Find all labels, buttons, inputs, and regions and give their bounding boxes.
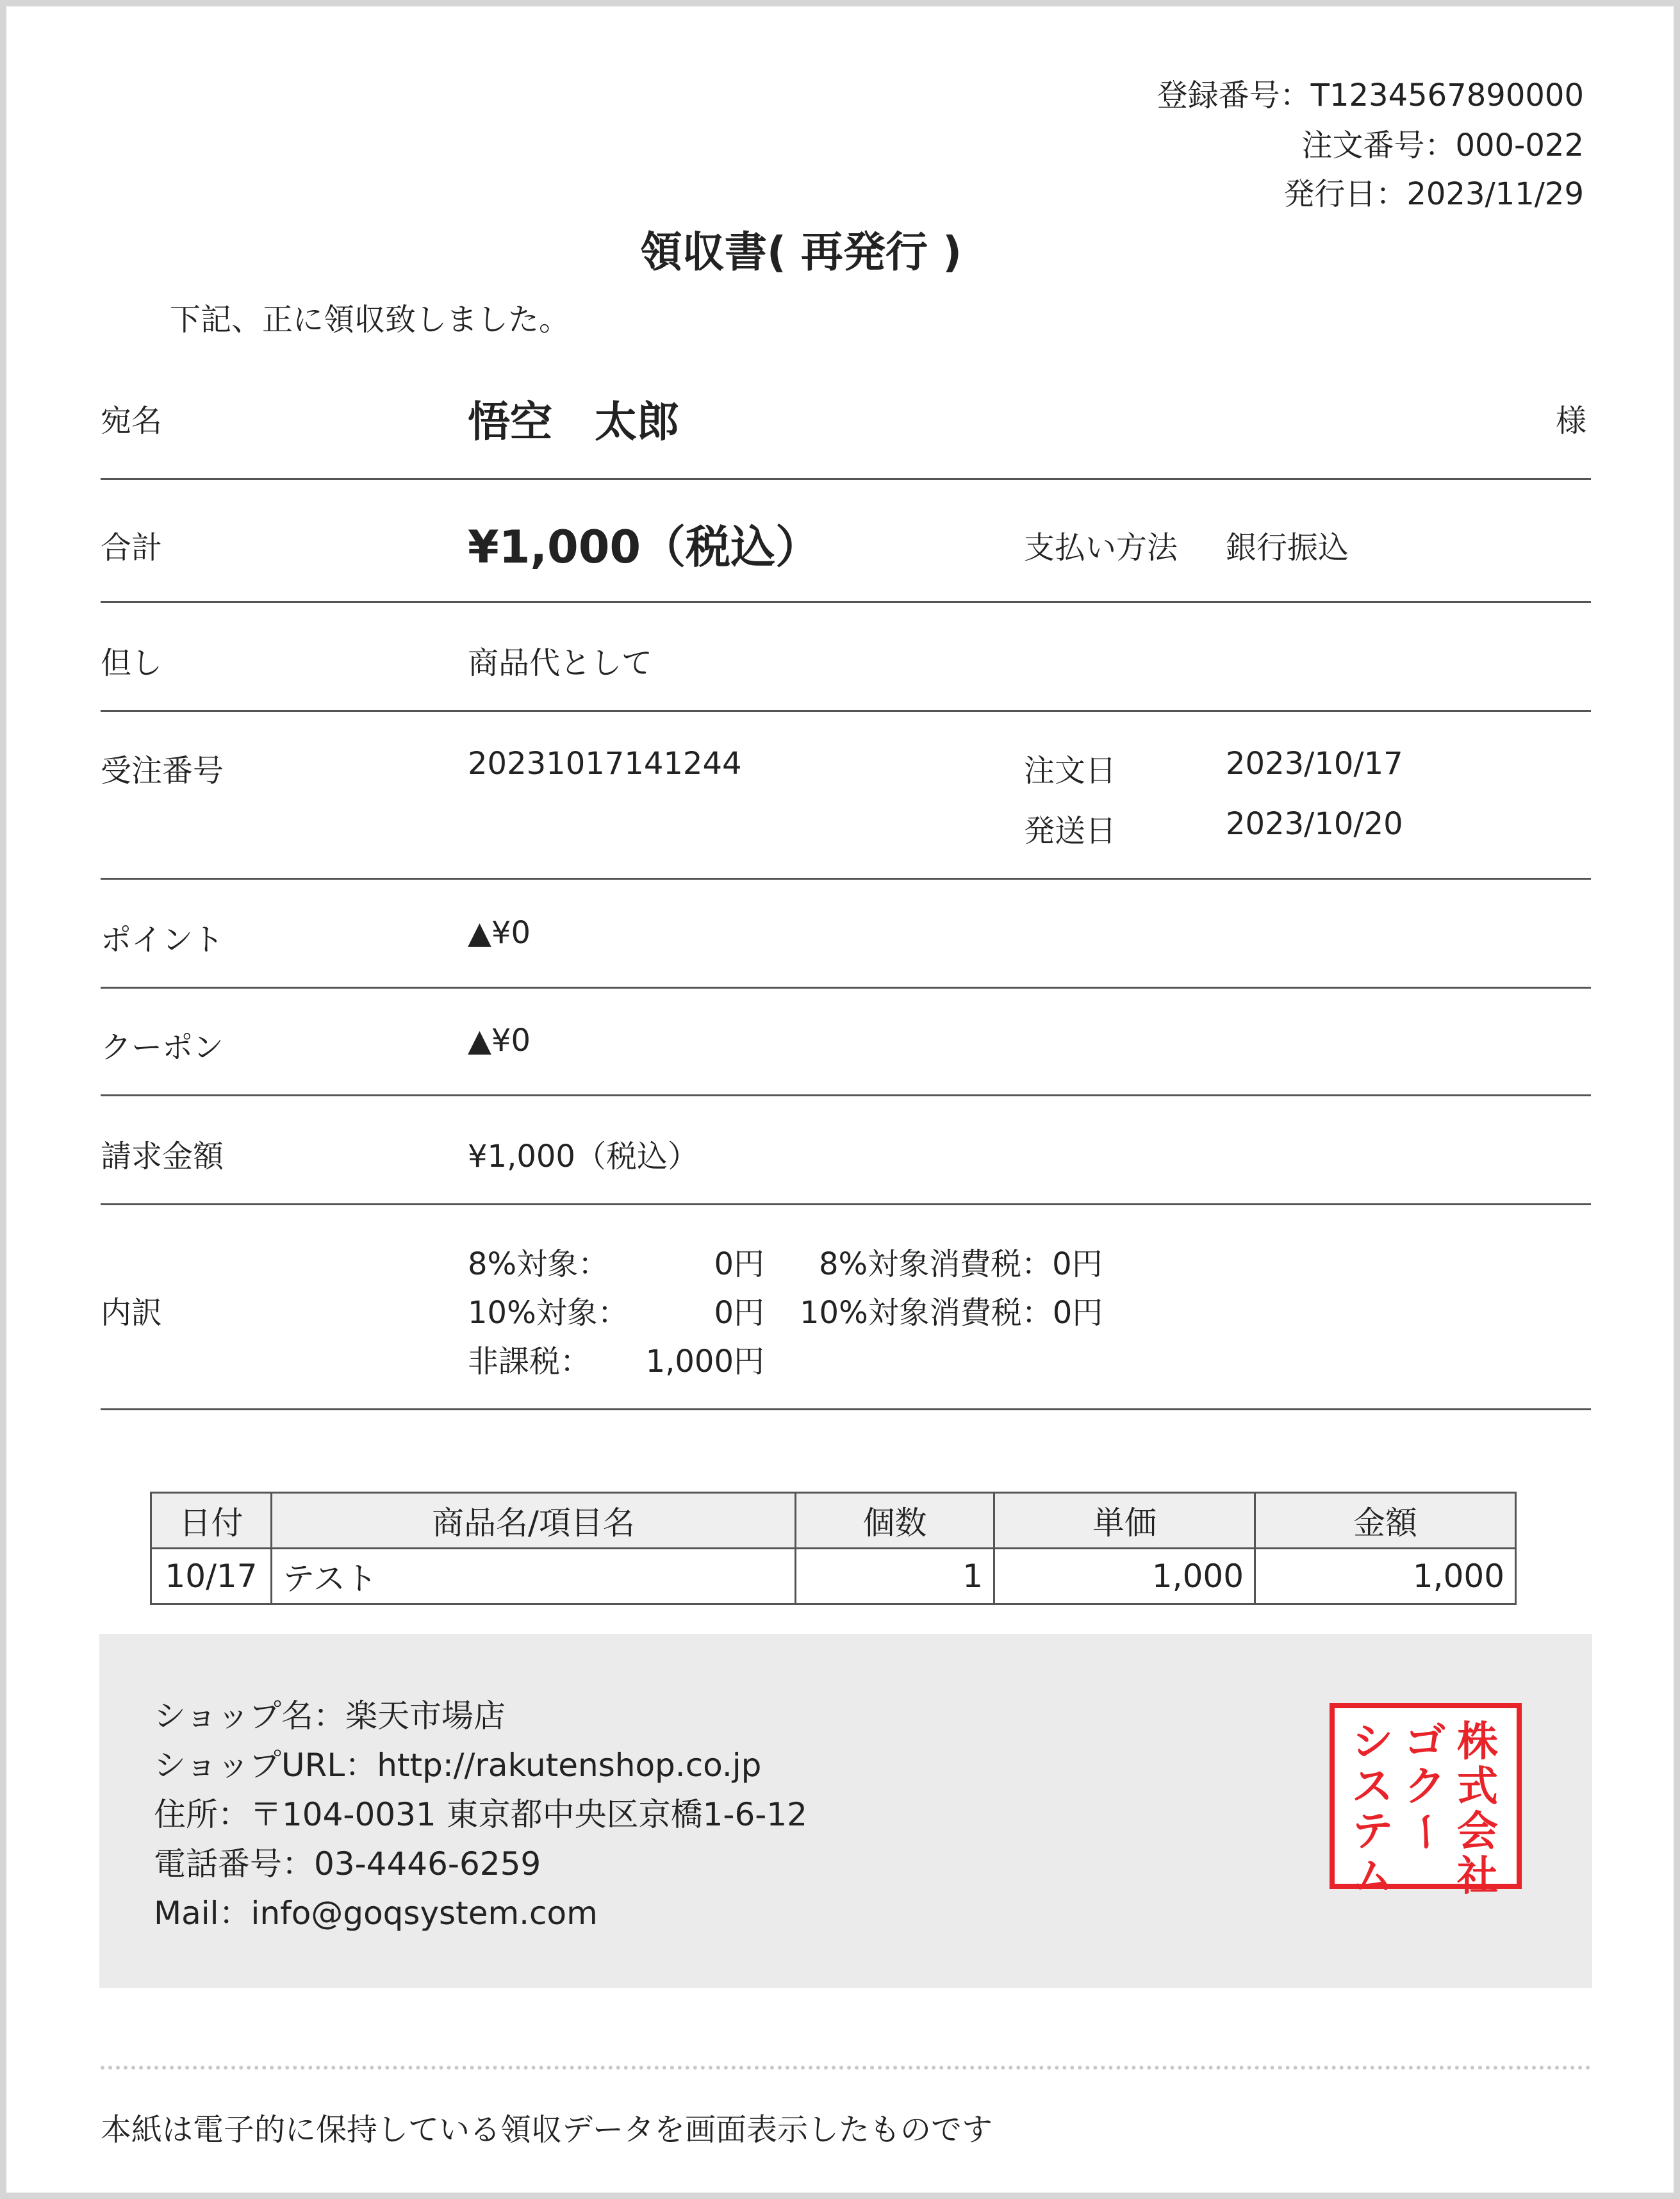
registration-number: 登録番号：T1234567890000 (1157, 78, 1584, 113)
proviso-value: 商品代として (468, 645, 653, 681)
billing-label: 請求金額 (101, 1139, 224, 1174)
payment-method-label: 支払い方法 (1024, 530, 1178, 566)
shop-name: ショップ名：楽天市場店 (154, 1697, 506, 1734)
order-number: 注文番号：000-022 (1301, 128, 1584, 163)
dotted-divider (101, 2066, 1591, 2070)
company-seal-stamp (1330, 1703, 1522, 1900)
points-value: ▲¥0 (468, 915, 531, 951)
ship-date-value: 2023/10/20 (1226, 806, 1403, 842)
table-row (151, 1549, 1516, 1604)
divider (101, 601, 1591, 603)
cell-unit-price: 1,000 (994, 1549, 1255, 1604)
page-title: 領収書( 再発行 ) (639, 227, 962, 277)
honorific: 様 (1556, 403, 1587, 439)
points-label: ポイント (101, 922, 224, 958)
shop-info-box (99, 1634, 1592, 1988)
rate10-tax: 10%対象消費税：0円 (800, 1295, 1103, 1331)
ship-date-label: 発送日 (1024, 813, 1117, 849)
received-text: 下記、正に領収致しました。 (170, 302, 570, 338)
rate8-tax: 8%対象消費税：0円 (819, 1246, 1103, 1282)
items-table (150, 1492, 1517, 1605)
divider (101, 710, 1591, 712)
shop-address: 住所：〒104-0031 東京都中央区京橋1-6-12 (154, 1796, 807, 1833)
shop-url: ショップURL：http://rakutenshop.co.jp (154, 1747, 762, 1784)
shop-phone: 電話番号：03-4446-6259 (154, 1845, 541, 1882)
divider (101, 1203, 1591, 1205)
proviso-label: 但し (101, 645, 163, 681)
shop-mail: Mail：info@goqsystem.com (154, 1895, 598, 1932)
header-item: 商品名/項目名 (272, 1493, 796, 1549)
total-label: 合計 (101, 530, 163, 566)
divider (101, 1094, 1591, 1096)
total-amount: ¥1,000（税込） (468, 521, 821, 573)
recipient-name: 悟空 太郎 (468, 397, 679, 447)
rate10-label: 10%対象： (468, 1295, 629, 1331)
divider (101, 878, 1591, 880)
rate8-value: 0円 (714, 1246, 764, 1282)
cell-item: テスト (272, 1549, 796, 1604)
header-unit-price: 単価 (994, 1493, 1255, 1549)
divider (101, 987, 1591, 989)
stamp-text-company-type: 株 式 会 社 (1457, 1718, 1498, 1900)
nontax-value: 1,000円 (645, 1344, 764, 1380)
divider (101, 478, 1591, 480)
stamp-text-name: ゴ ク ー (1401, 1718, 1449, 1852)
table-header-row (151, 1493, 1516, 1549)
cell-amount: 1,000 (1255, 1549, 1516, 1604)
order-info-number: 20231017141244 (468, 746, 742, 782)
footer-note: 本紙は電子的に保持している領収データを画面表示したものです (101, 2112, 993, 2148)
coupon-label: クーポン (101, 1030, 224, 1066)
cell-date: 10/17 (151, 1549, 272, 1604)
cell-qty: 1 (796, 1549, 994, 1604)
header-date: 日付 (151, 1493, 272, 1549)
nontax-label: 非課税： (468, 1344, 591, 1380)
recipient-label: 宛名 (101, 403, 163, 439)
payment-method-value: 銀行振込 (1226, 530, 1349, 566)
rate10-value: 0円 (714, 1295, 764, 1331)
order-info-label: 受注番号 (101, 753, 224, 789)
header-qty: 個数 (796, 1493, 994, 1549)
billing-value: ¥1,000（税込） (468, 1139, 698, 1174)
stamp-text-system: シ ス テ ム (1352, 1718, 1393, 1900)
order-date-value: 2023/10/17 (1226, 746, 1403, 782)
divider (101, 1408, 1591, 1410)
rate8-label: 8%対象： (468, 1246, 609, 1282)
coupon-value: ▲¥0 (468, 1023, 531, 1058)
breakdown-label: 内訳 (101, 1295, 163, 1331)
header-amount: 金額 (1255, 1493, 1516, 1549)
issue-date: 発行日：2023/11/29 (1283, 176, 1584, 212)
order-date-label: 注文日 (1024, 753, 1117, 789)
